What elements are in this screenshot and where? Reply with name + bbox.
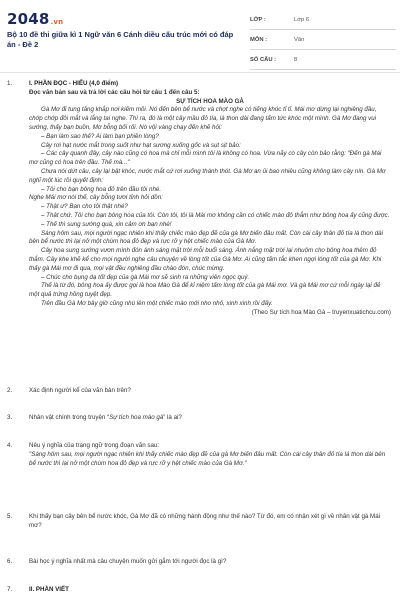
story-paragraph: – Bạn làm sao thế? Ai làm bạn phiền lòng?	[41, 132, 159, 140]
story-paragraph: Chưa nói dứt câu, cây lại bật khóc, nước mắt cứ rơi xuống thánh thót. Gà Mơ an ủi bao nhiêu cũng không làm cây nín. Gà Mơ nghĩ một lúc rồi quyết định:	[29, 167, 386, 184]
meta-table	[250, 10, 396, 70]
question-number: 2.	[7, 387, 13, 394]
question-number: 3.	[7, 414, 13, 421]
story-paragraph: – Các cây quanh đây, cây nào cũng có hoa mà chỉ mỗi mình tôi là không có hoa. Vừa nãy có cây còn bảo rằng: "Đến gà Mái mơ cũng có hoa trên đầu. Thế mà..."	[29, 150, 382, 167]
question-text-part: Nhân vật chính trong truyện “	[29, 414, 110, 421]
document-title: Bộ 10 đề thi giữa kì 1 Ngữ văn 6 Cánh diều cấu trúc mới có đáp án - Đề 2	[7, 30, 234, 49]
story-paragraph: Nghe Mái mơ nói thế, cây bỗng tươi tỉnh hỏi dồn:	[29, 194, 163, 202]
question-number: 5.	[7, 513, 13, 520]
question-number: 1.	[7, 80, 13, 87]
section-heading: I. PHẦN ĐỌC - HIỂU (4,0 điểm)	[29, 80, 119, 87]
story-paragraph: – Tôi cho bạn bông hoa đỏ trên đầu tôi nhé.	[41, 185, 162, 193]
question-text: Xác định người kể của văn bản trên?	[29, 387, 131, 394]
section-heading: II. PHẦN VIẾT	[29, 586, 69, 593]
story-title: SỰ TÍCH HOA MÀO GÀ	[176, 97, 244, 105]
story-paragraph: Sáng hôm sau, mọi người ngạc nhiên khi thấy chiếc mào đẹp đẽ của gà Mơ biến đâu mất. Còn cái cây thân đỏ tía lá thon dài bên bể nước thì lại nở một chùm hoa đỏ đẹp và rực rỡ y hệt chiếc mào của Gà Mơ.	[29, 229, 383, 246]
instruction: Đọc văn bản sau và trả lời các câu hỏi từ câu 1 đến câu 5:	[29, 88, 200, 96]
meta-row-count	[250, 50, 396, 70]
question-text: Nêu ý nghĩa của trạng ngữ trong đoạn văn sau:	[29, 442, 160, 449]
meta-value: Lớp 6	[294, 16, 310, 23]
header	[0, 0, 400, 72]
meta-value: Văn	[294, 36, 305, 43]
story-paragraph: – Thế thì sung sướng quá, xin cảm ơn bạn nhé!	[41, 220, 172, 228]
story-paragraph: – Thật ư? Bạn cho tôi thật nhé?	[41, 203, 128, 211]
meta-label: LỚP :	[250, 16, 266, 23]
meta-label: SỐ CÂU :	[250, 56, 277, 63]
story-text	[29, 106, 391, 308]
story-paragraph: Gà Mơ đi tung tăng khắp nơi kiếm mồi. Nó đến bên bể nước và chợt nghe có tiếng khóc tỉ tỉ. Mái mơ dừng lại nghiêng đầu, chớp chớp đôi mắt và lắng tai nghe. Thì ra, đó là một cây mầu đỏ tía, lá thon dài đang tấm tức khóc một mình. Gà Mơ đang vui sướng, thấy bạn buồn, Mơ bỗng bối rối. Nó vội vàng chạy đến khẽ hỏi:	[29, 106, 377, 131]
site-logo[interactable]: 2048.vn	[7, 10, 64, 28]
question-text-part: ” là ai?	[163, 414, 182, 421]
story-name: Sự tích hoa mào gà	[109, 414, 164, 421]
question-body	[29, 80, 391, 318]
question-number: 4.	[7, 442, 13, 449]
question-text	[29, 414, 391, 423]
header-divider	[0, 72, 400, 73]
meta-label: MÔN :	[250, 36, 268, 43]
meta-row-subject	[250, 30, 396, 50]
story-paragraph: – Thật chứ. Tôi cho bạn bông hoa của tôi. Còn tôi, tôi là Mái mơ không cần có chiếc mào đỏ thắm như bông hoa ấy cũng được.	[41, 211, 390, 219]
meta-row-class	[250, 10, 396, 30]
question-text: Khi thấy bạn cây bên bể nước khóc, Gà Mơ đã có những hành động như thế nào? Từ đó, em có nhận xét gì về nhân vật gà Mái mơ?	[29, 513, 381, 529]
question-number: 6.	[7, 558, 13, 565]
question-text: Bài học ý nghĩa nhất mà câu chuyện muốn gửi gắm tới người đọc là gì?	[29, 558, 227, 565]
question-body	[29, 442, 391, 468]
story-paragraph: Thế là từ đó, bông hoa ấy được gọi là hoa Mào Gà để kỉ niệm tấm lòng tốt của gà Mái mơ. Và gà Mái mơ cứ mỗi ngày lại đẻ một quả trứng hồng tuyệt đẹp.	[29, 282, 381, 299]
story-paragraph: Trên đầu Gà Mơ bây giờ cũng nhú lên một chiếc mào mới nho nhỏ, xinh xinh rồi đấy.	[41, 299, 273, 307]
meta-value: 8	[294, 56, 298, 63]
story-paragraph: – Chúc cho bụng dạ tốt đẹp của gà Mái mơ sẽ sinh ra những viên ngọc quý.	[41, 273, 250, 281]
story-paragraph: Cây rơi hạt nước mắt trong suốt như hạt sương xuống gốc và sụt sịt bảo:	[41, 141, 241, 149]
question-number: 7.	[7, 586, 13, 593]
story-paragraph: Cây hoa sung sướng vươn mình đón ánh sáng mặt trời mỗi buổi sáng. Ánh nắng mặt trời lại nhuộm cho bông hoa thêm đỏ thắm. Cây khe khẽ kể cho mọi người nghe câu chuyện về lòng tốt của Gà Mơ. Ai cũng tấm tắc khen ngợi lòng tốt của gà Mơ. Khi thấy gà Mái mơ đi qua, mọi vật đều nghiêng đầu chào đón, chúc mừng.	[29, 247, 382, 272]
story-source: (Theo Sự tích hoa Mào Gà – truyenxuatichcu.com)	[251, 308, 391, 316]
quoted-passage: "Sáng hôm sau, mọi người ngạc nhiên khi thấy chiếc mào đẹp đẽ của gà Mơ biến đâu mất. Còn cái cây thân đỏ tía lá thon dài bên bể nước thì lại nở một chùm hoa đỏ đẹp và rực rỡ y hệt chiếc mào của Gà Mơ."	[29, 450, 386, 467]
